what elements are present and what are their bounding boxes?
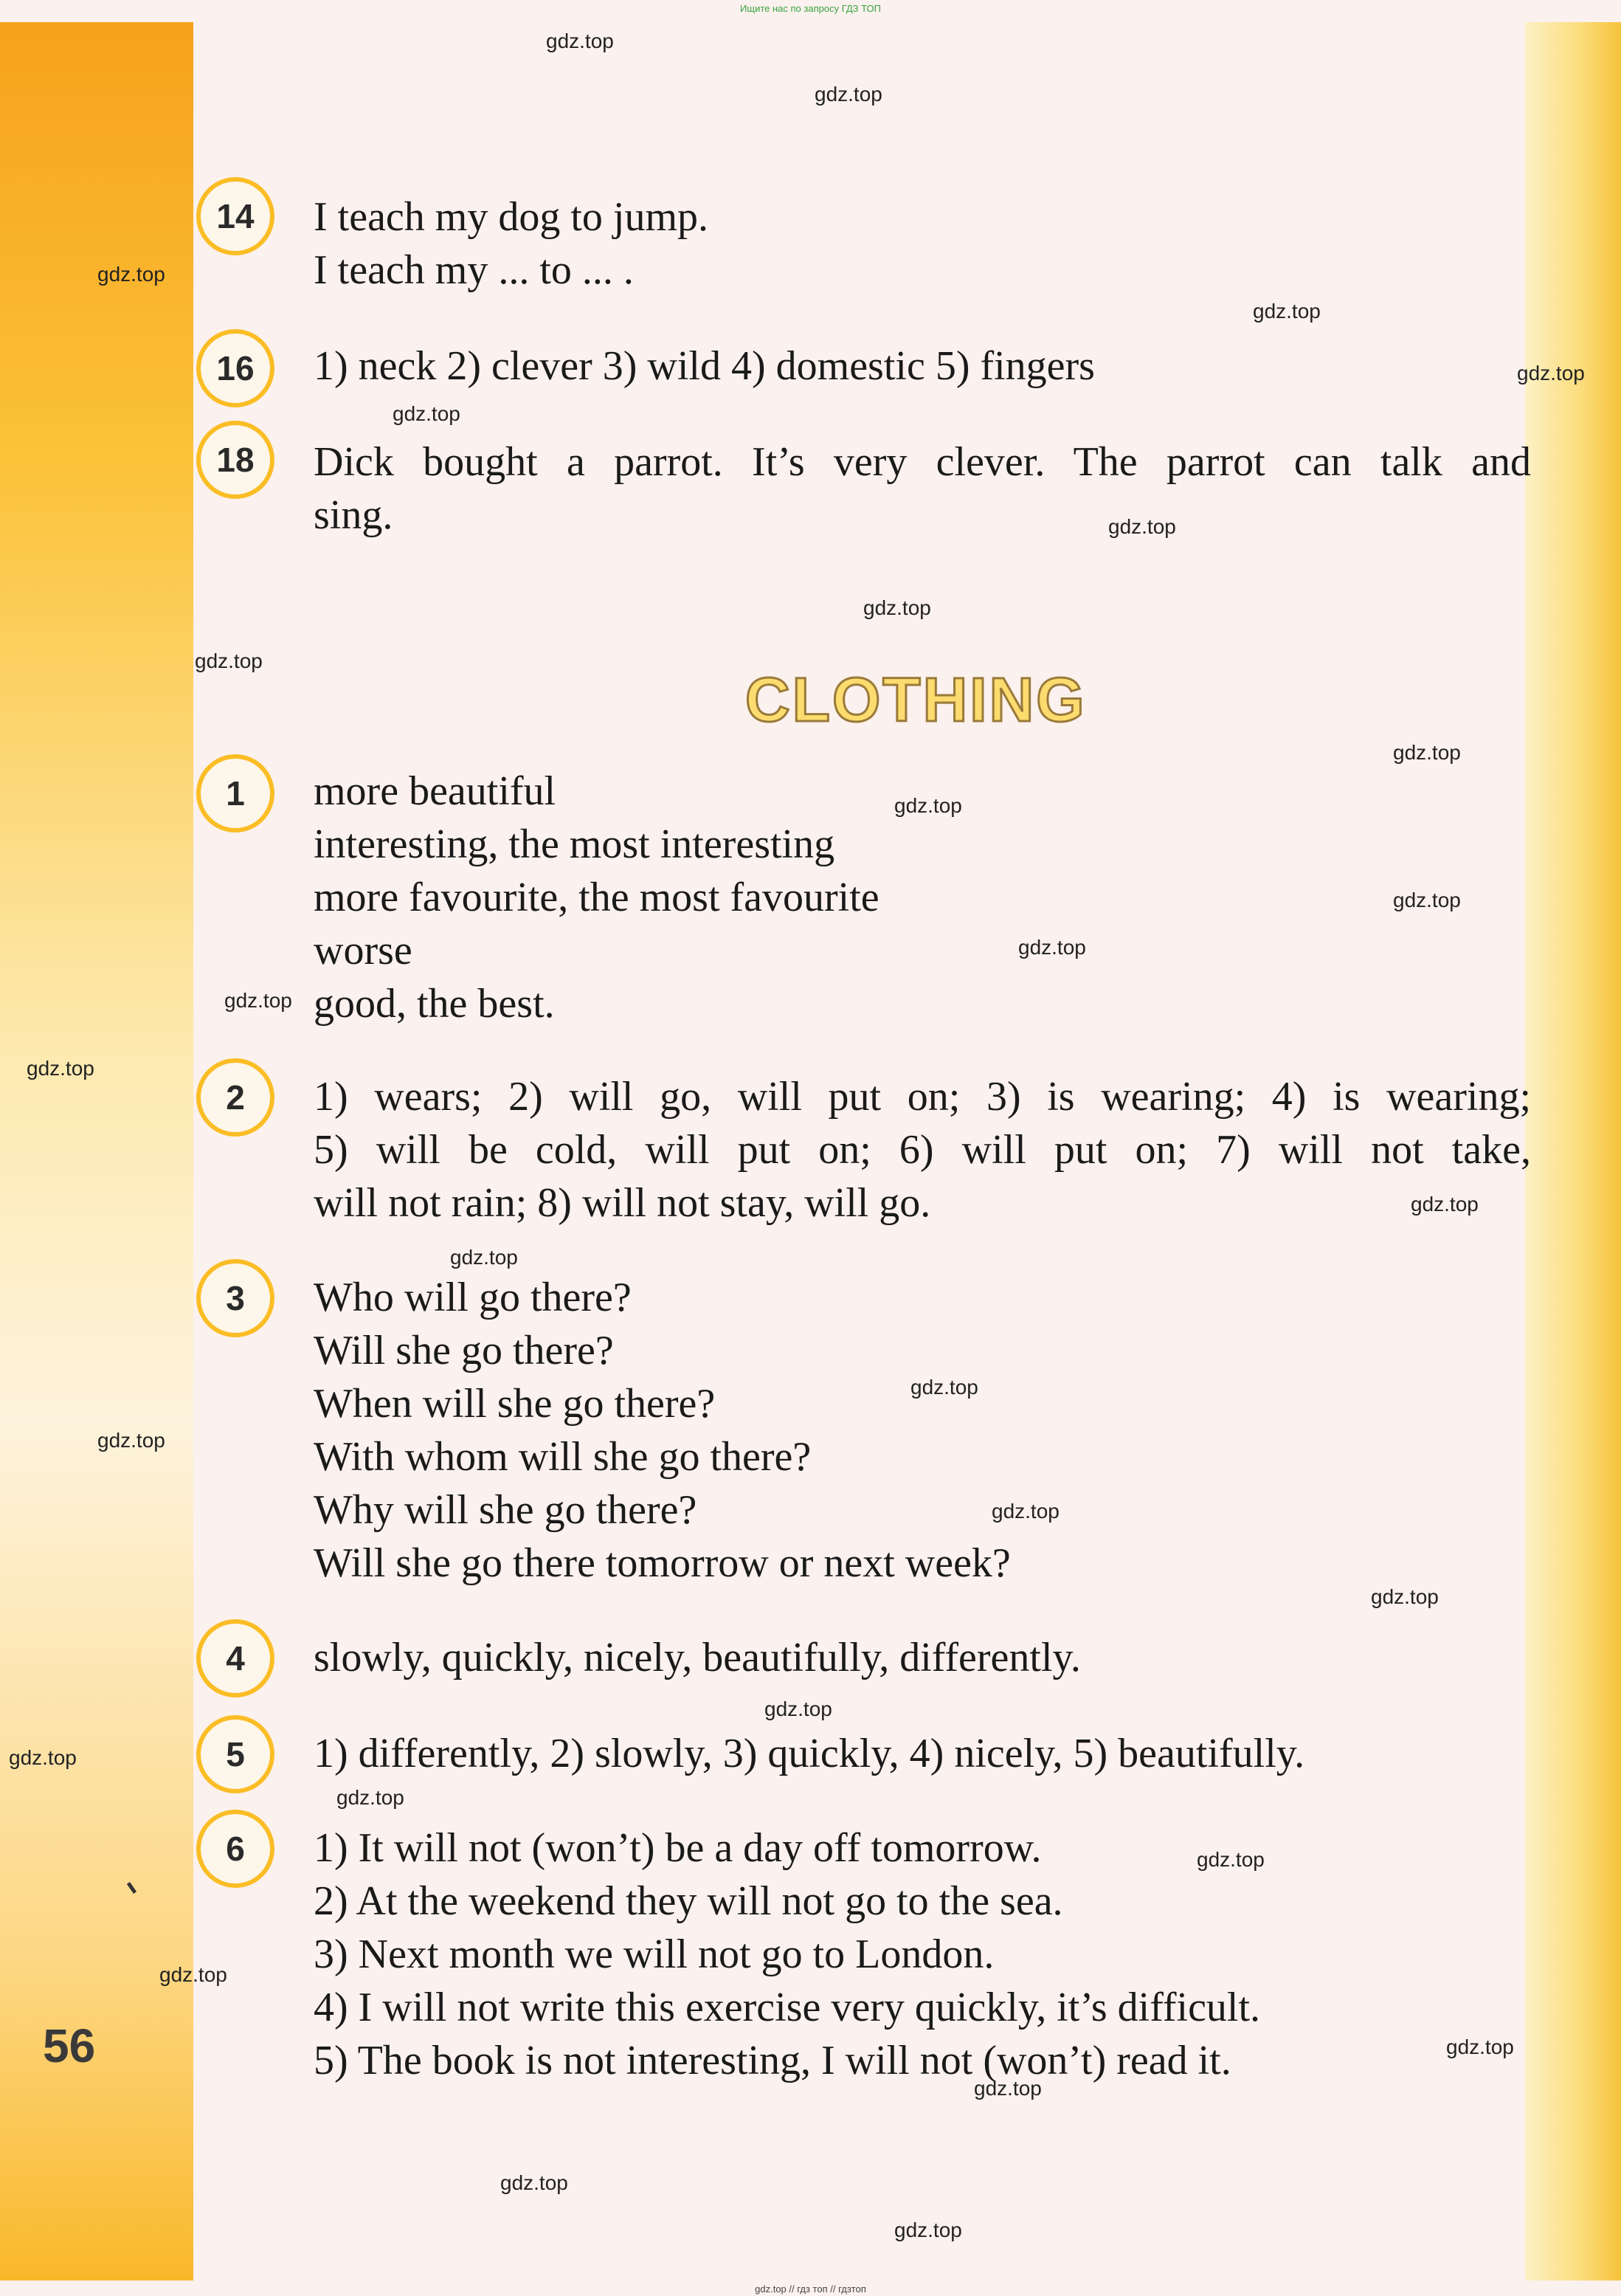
- answer-line: 4) I will not write this exercise very quickly, it’s difficult.: [314, 1985, 1261, 2030]
- left-color-band: [0, 22, 193, 2281]
- watermark: gdz.top: [894, 794, 962, 817]
- answer-line: 1) wears; 2) will go, will put on; 3) is wearing; 4) is wearing;: [314, 1074, 1531, 1120]
- exercise-number-18: 18: [196, 421, 274, 499]
- watermark: gdz.top: [450, 1246, 518, 1269]
- bottom-site-links[interactable]: gdz.top // гдз топ // гдзтоп: [755, 2283, 866, 2295]
- watermark: gdz.top: [97, 1429, 165, 1452]
- exercise-number-14: 14: [196, 177, 274, 255]
- watermark: gdz.top: [1446, 2035, 1514, 2058]
- watermark: gdz.top: [1393, 741, 1461, 764]
- answer-line: I teach my dog to jump.: [314, 194, 709, 240]
- watermark: gdz.top: [195, 649, 263, 672]
- answer-line: interesting, the most interesting: [314, 821, 835, 867]
- watermark: gdz.top: [992, 1500, 1060, 1523]
- watermark: gdz.top: [546, 30, 614, 52]
- answer-line: With whom will she go there?: [314, 1434, 812, 1480]
- exercise-number-4: 4: [196, 1619, 274, 1697]
- watermark: gdz.top: [764, 1697, 832, 1720]
- answer-line: 1) It will not (won’t) be a day off tomorrow.: [314, 1825, 1042, 1871]
- answer-line: Will she go there?: [314, 1328, 614, 1373]
- watermark: gdz.top: [863, 596, 931, 619]
- exercise-number-1: 1: [196, 754, 274, 832]
- answer-line: good, the best.: [314, 981, 555, 1027]
- section-title: CLOTHING: [745, 665, 1087, 734]
- watermark: gdz.top: [336, 1786, 404, 1809]
- exercise-4-answer: [314, 1631, 1531, 1684]
- answer-line: I teach my ... to ... .: [314, 247, 634, 293]
- watermark: gdz.top: [910, 1376, 978, 1399]
- watermark: gdz.top: [1108, 515, 1176, 538]
- right-color-band: [1525, 22, 1621, 2281]
- watermark: gdz.top: [1371, 1585, 1439, 1608]
- answer-line: 2) At the weekend they will not go to the sea.: [314, 1878, 1063, 1924]
- watermark: gdz.top: [393, 402, 460, 425]
- answer-line: more beautiful: [314, 768, 556, 814]
- exercise-2-answer: [314, 1070, 1531, 1230]
- watermark: gdz.top: [500, 2171, 568, 2194]
- answer-line: more favourite, the most favourite: [314, 875, 879, 920]
- watermark: gdz.top: [1253, 300, 1321, 323]
- watermark: gdz.top: [224, 989, 292, 1012]
- exercise-3-answer: [314, 1271, 1531, 1590]
- answer-line: will not rain; 8) will not stay, will go.: [314, 1180, 931, 1226]
- watermark: gdz.top: [1411, 1193, 1479, 1216]
- answer-line: Dick bought a parrot. It’s very clever. The parrot can talk and: [314, 439, 1531, 485]
- exercise-16-answer: [314, 339, 1531, 393]
- watermark: gdz.top: [1197, 1848, 1265, 1871]
- answer-line: worse: [314, 928, 412, 973]
- answer-line: Why will she go there?: [314, 1487, 697, 1533]
- exercise-number-5: 5: [196, 1715, 274, 1793]
- watermark: gdz.top: [1018, 936, 1086, 959]
- exercise-number-3: 3: [196, 1259, 274, 1337]
- watermark: gdz.top: [1393, 889, 1461, 911]
- answer-line: When will she go there?: [314, 1381, 716, 1427]
- watermark: gdz.top: [9, 1746, 77, 1769]
- answer-line: Who will go there?: [314, 1275, 632, 1320]
- answer-line: sing.: [314, 492, 393, 538]
- exercise-number-16: 16: [196, 329, 274, 407]
- answer-line: slowly, quickly, nicely, beautifully, differently.: [314, 1635, 1081, 1680]
- watermark: gdz.top: [974, 2077, 1042, 2100]
- answer-line: 3) Next month we will not go to London.: [314, 1931, 995, 1977]
- top-search-note[interactable]: Ищите нас по запросу ГДЗ ТОП: [740, 3, 881, 14]
- exercise-18-answer: [314, 435, 1531, 542]
- watermark: gdz.top: [894, 2219, 962, 2241]
- answer-line: 1) differently, 2) slowly, 3) quickly, 4) nicely, 5) beautifully.: [314, 1731, 1305, 1776]
- watermark: gdz.top: [815, 83, 882, 106]
- watermark: gdz.top: [27, 1057, 94, 1080]
- exercise-6-answer: [314, 1821, 1531, 2087]
- answer-line: 5) will be cold, will put on; 6) will put on; 7) will not take,: [314, 1127, 1531, 1173]
- watermark: gdz.top: [97, 263, 165, 286]
- answer-line: 5) The book is not interesting, I will not (won’t) read it.: [314, 2038, 1231, 2083]
- answer-line: 1) neck 2) clever 3) wild 4) domestic 5) fingers: [314, 343, 1095, 389]
- exercise-number-6: 6: [196, 1810, 274, 1888]
- exercise-number-2: 2: [196, 1058, 274, 1137]
- answer-line: Will she go there tomorrow or next week?: [314, 1540, 1011, 1586]
- page-number: 56: [43, 2019, 96, 2072]
- exercise-5-answer: [314, 1727, 1531, 1780]
- exercise-14-answer: [314, 190, 1531, 297]
- watermark: gdz.top: [1517, 362, 1585, 385]
- watermark: gdz.top: [159, 1963, 227, 1986]
